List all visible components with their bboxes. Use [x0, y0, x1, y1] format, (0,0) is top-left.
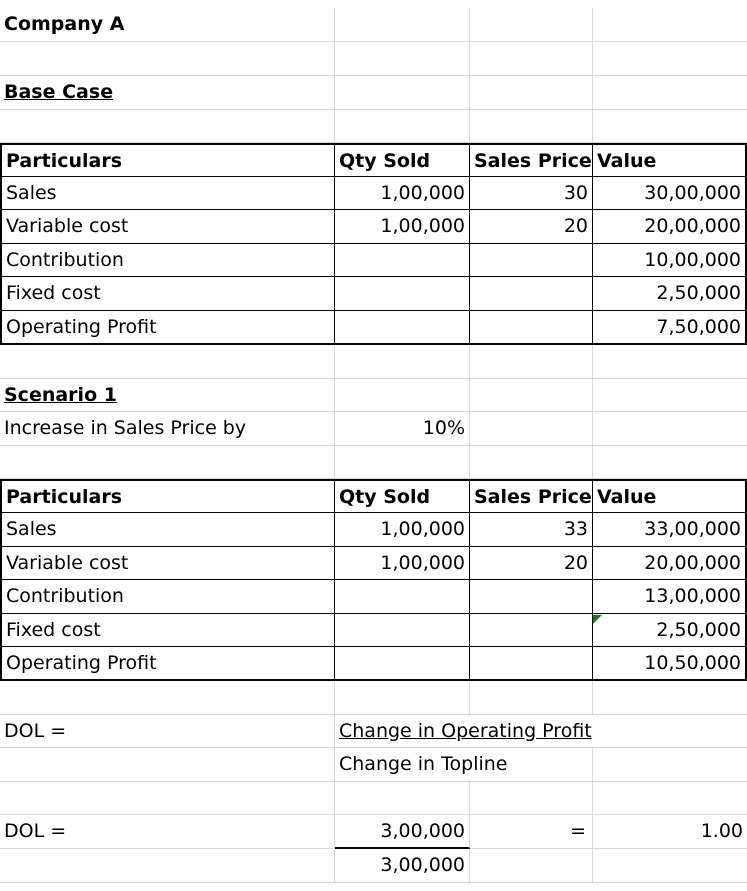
header-sales-price[interactable]: Sales Price [470, 143, 593, 177]
row-label[interactable]: Fixed cost [0, 614, 335, 647]
sheet-row [0, 681, 747, 715]
price-cell[interactable]: 30 [470, 177, 593, 210]
price-cell[interactable] [470, 614, 593, 647]
sheet-row [0, 446, 747, 479]
cell[interactable] [593, 110, 747, 143]
sheet-row [0, 345, 747, 379]
dol-result[interactable]: 1.00 [593, 815, 747, 849]
cell[interactable] [593, 412, 747, 446]
cell[interactable] [0, 748, 335, 782]
cell[interactable] [335, 110, 470, 143]
table-row [0, 277, 747, 311]
row-label[interactable]: Sales [0, 177, 335, 210]
cell[interactable] [593, 379, 747, 412]
cell[interactable] [0, 782, 335, 815]
value-cell[interactable]: 20,00,000 [593, 547, 747, 580]
value-cell[interactable]: 13,00,000 [593, 580, 747, 614]
sheet-row [0, 42, 747, 76]
cell[interactable] [593, 446, 747, 479]
cell[interactable] [335, 76, 470, 110]
scenario1-heading[interactable]: Scenario 1 [0, 379, 335, 412]
header-qty-sold[interactable]: Qty Sold [335, 479, 470, 513]
cell[interactable] [335, 345, 470, 379]
cell[interactable] [335, 782, 470, 815]
qty-cell[interactable] [335, 647, 470, 681]
cell[interactable] [470, 782, 593, 815]
dol-equals[interactable]: = [470, 815, 593, 849]
cell[interactable] [335, 681, 470, 715]
table-row [0, 614, 747, 647]
cell[interactable] [593, 715, 747, 748]
table-row [0, 311, 747, 345]
table-row [0, 210, 747, 244]
value-cell[interactable]: 10,00,000 [593, 244, 747, 277]
cell[interactable] [335, 379, 470, 412]
cell[interactable] [470, 8, 593, 42]
table-row [0, 547, 747, 580]
cell[interactable] [0, 446, 335, 479]
table-row [0, 244, 747, 277]
qty-cell[interactable]: 1,00,000 [335, 547, 470, 580]
header-value[interactable]: Value [593, 479, 747, 513]
row-label[interactable]: Contribution [0, 580, 335, 614]
base-case-heading[interactable]: Base Case [0, 76, 335, 110]
company-title[interactable]: Company A [0, 8, 335, 42]
sheet-row [0, 8, 747, 42]
value-cell[interactable]: 2,50,000 [593, 614, 747, 647]
scenario-table-header [0, 479, 747, 513]
price-cell[interactable] [470, 647, 593, 681]
dol-calc-numerator[interactable]: 3,00,000 [335, 815, 470, 849]
sheet-row [0, 110, 747, 143]
cell[interactable] [470, 379, 593, 412]
qty-cell[interactable]: 1,00,000 [335, 513, 470, 547]
cell[interactable] [470, 345, 593, 379]
row-label[interactable]: Fixed cost [0, 277, 335, 311]
increase-value[interactable]: 10% [335, 412, 470, 446]
price-cell[interactable]: 20 [470, 547, 593, 580]
row-label[interactable]: Contribution [0, 244, 335, 277]
cell[interactable] [593, 42, 747, 76]
price-cell[interactable] [470, 277, 593, 311]
error-indicator-icon [593, 615, 602, 624]
cell[interactable] [593, 8, 747, 42]
cell[interactable] [470, 110, 593, 143]
value-cell[interactable]: 33,00,000 [593, 513, 747, 547]
cell[interactable] [470, 76, 593, 110]
row-label[interactable]: Variable cost [0, 547, 335, 580]
qty-cell[interactable]: 1,00,000 [335, 210, 470, 244]
value-cell[interactable]: 2,50,000 [593, 277, 747, 311]
row-label[interactable]: Sales [0, 513, 335, 547]
cell[interactable] [593, 782, 747, 815]
sheet-row [0, 379, 747, 412]
cell[interactable] [593, 681, 747, 715]
value-cell[interactable]: 20,00,000 [593, 210, 747, 244]
header-particulars[interactable]: Particulars [0, 143, 335, 177]
header-particulars[interactable]: Particulars [0, 479, 335, 513]
qty-cell[interactable] [335, 311, 470, 345]
header-sales-price[interactable]: Sales Price [470, 479, 593, 513]
qty-cell[interactable] [335, 244, 470, 277]
cell[interactable] [470, 412, 593, 446]
price-cell[interactable]: 20 [470, 210, 593, 244]
table-row [0, 647, 747, 681]
row-label[interactable]: Operating Profit [0, 311, 335, 345]
cell[interactable] [470, 715, 593, 748]
cell[interactable] [0, 345, 335, 379]
price-cell[interactable] [470, 244, 593, 277]
table-row [0, 177, 747, 210]
cell[interactable] [470, 748, 593, 782]
sheet-row [0, 76, 747, 110]
base-table-header [0, 143, 747, 177]
qty-cell[interactable]: 1,00,000 [335, 177, 470, 210]
row-label[interactable]: Variable cost [0, 210, 335, 244]
dol-calc-label[interactable]: DOL = [0, 815, 335, 849]
header-qty-sold[interactable]: Qty Sold [335, 143, 470, 177]
dol-calc-denominator[interactable]: 3,00,000 [335, 849, 470, 883]
cell[interactable] [0, 110, 335, 143]
cell[interactable] [593, 345, 747, 379]
price-cell[interactable] [470, 580, 593, 614]
cell[interactable] [335, 42, 470, 76]
cell[interactable] [0, 42, 335, 76]
sheet-row [0, 782, 747, 815]
header-value[interactable]: Value [593, 143, 747, 177]
sheet-row [0, 748, 747, 782]
cell[interactable] [593, 748, 747, 782]
value-cell[interactable]: 7,50,000 [593, 311, 747, 345]
cell[interactable] [335, 8, 470, 42]
sheet-row [0, 849, 747, 883]
cell[interactable] [593, 76, 747, 110]
cell[interactable] [470, 446, 593, 479]
value-cell[interactable]: 30,00,000 [593, 177, 747, 210]
cell[interactable] [0, 681, 335, 715]
qty-cell[interactable] [335, 580, 470, 614]
qty-cell[interactable] [335, 614, 470, 647]
cell[interactable] [593, 849, 747, 883]
cell[interactable] [470, 849, 593, 883]
sheet-row [0, 715, 747, 748]
value-cell[interactable]: 10,50,000 [593, 647, 747, 681]
increase-label[interactable]: Increase in Sales Price by [0, 412, 335, 446]
cell[interactable] [470, 42, 593, 76]
cell[interactable] [335, 446, 470, 479]
table-row [0, 580, 747, 614]
table-row [0, 513, 747, 547]
qty-cell[interactable] [335, 277, 470, 311]
cell[interactable] [470, 681, 593, 715]
cell[interactable] [0, 849, 335, 883]
price-cell[interactable] [470, 311, 593, 345]
price-cell[interactable]: 33 [470, 513, 593, 547]
row-label[interactable]: Operating Profit [0, 647, 335, 681]
dol-denominator-text[interactable]: Change in Topline [335, 748, 470, 782]
sheet-row [0, 815, 747, 849]
sheet-row [0, 412, 747, 446]
dol-numerator-text[interactable]: Change in Operating Profit [335, 715, 470, 748]
dol-label[interactable]: DOL = [0, 715, 335, 748]
